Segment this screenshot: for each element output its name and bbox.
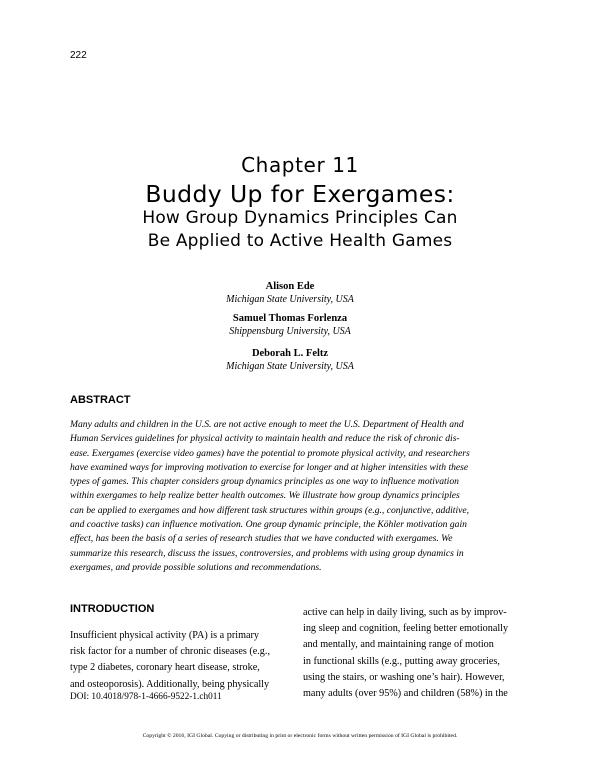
body-line: using the stairs, or washing one’s hair). However,	[303, 671, 505, 683]
abstract-line: Many adults and children in the U.S. are not active enough to meet the U.S. Department of Health and	[70, 419, 464, 430]
abstract-heading: ABSTRACT	[70, 394, 131, 406]
body-line: risk factor for a number of chronic diseases (e.g.,	[70, 646, 270, 658]
abstract-line: types of games. This chapter considers group dynamics principles as one way to influence motivation	[70, 476, 459, 488]
body-line: Insufficient physical activity (PA) is a primary	[70, 630, 259, 641]
author-affiliation: Shippensburg University, USA	[229, 326, 351, 337]
abstract-line: effect, has been the basis of a series of research studies that we have conducted with exergames. We	[70, 533, 453, 545]
page-number: 222	[70, 50, 87, 61]
body-line: many adults (over 95%) and children (58%) in the	[303, 688, 508, 700]
abstract-line: ease. Exergames (exercise video games) have the potential to promote physical activity, and researchers	[70, 447, 470, 459]
chapter-subtitle-line: Be Applied to Active Health Games	[147, 231, 453, 251]
body-line: type 2 diabetes, coronary heart disease, stroke,	[70, 662, 260, 674]
abstract-line: can be applied to exergames and how different task structures within groups (e.g., conjunctive, additive,	[70, 504, 470, 516]
abstract-line: have examined ways for improving motivation to exercise for longer and at higher intensities with these	[70, 461, 469, 473]
chapter-subtitle-line: How Group Dynamics Principles Can	[142, 208, 458, 228]
abstract-line: summarize this research, discuss the issues, controversies, and problems with using group dynamics in	[70, 547, 464, 559]
author-name: Samuel Thomas Forlenza	[232, 313, 348, 324]
body-line: and osteoporosis). Additionally, being physically	[70, 678, 270, 690]
body-line: and mentally, and maintaining range of motion	[303, 639, 494, 651]
body-line: active can help in daily living, such as by improv-	[303, 607, 507, 618]
abstract-line: exergames, and provide possible solutions and recommendations.	[70, 561, 322, 573]
introduction-right-column	[303, 605, 515, 702]
introduction-heading: INTRODUCTION	[70, 603, 155, 615]
body-line: ing sleep and cognition, feeling better emotionally	[303, 623, 509, 635]
abstract-line: Human Services guidelines for physical activity to maintain health and reduce the risk of chronic dis-	[70, 433, 460, 445]
abstract-line: and coactive tasks) can influence motivation. One group dynamic principle, the Köhler motivation gain	[70, 519, 467, 531]
abstract-line: within exergames to help realize better health outcomes. We illustrate how group dynamics principles	[70, 490, 460, 502]
author-affiliation: Michigan State University, USA	[226, 361, 354, 372]
chapter-label: Chapter 11	[241, 153, 359, 177]
chapter-title: Buddy Up for Exergames:	[145, 180, 455, 208]
author-name: Alison Ede	[265, 281, 315, 292]
introduction-left-column	[70, 628, 282, 693]
author-affiliation: Michigan State University, USA	[226, 294, 354, 305]
abstract-body	[70, 418, 542, 575]
copyright-notice: Copyright © 2016, IGI Global. Copying or distributing in print or electronic forms without written permission of IGI Global is prohibited.	[142, 733, 458, 739]
body-line: in functional skills (e.g., putting away groceries,	[303, 655, 500, 667]
author-name: Deborah L. Feltz	[251, 348, 329, 359]
doi-line: DOI: 10.4018/978-1-4666-9522-1.ch011	[70, 692, 222, 702]
